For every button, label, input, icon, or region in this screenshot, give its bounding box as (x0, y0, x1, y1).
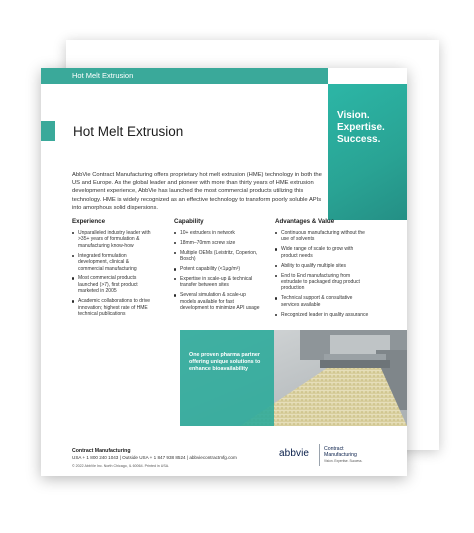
list-item: Multiple OEMs (Leistritz, Coperion, Bosch) (174, 250, 262, 263)
column-capability (174, 218, 262, 315)
logo-subtitle-line: Contract (324, 446, 344, 452)
column-heading: Experience (72, 218, 106, 225)
column-advantages (275, 218, 371, 321)
photo-caption-overlay (180, 330, 274, 426)
logo-subtitle-line: Manufacturing (324, 452, 357, 459)
list-item: Wide range of scale to grow with product needs (275, 246, 371, 259)
tagline-line: Vision. (337, 110, 370, 121)
list-item: Continuous manufacturing without the use of solvents (275, 230, 371, 243)
list-item: 18mm–70mm screw size (174, 240, 262, 246)
abbvie-logo (279, 440, 399, 470)
logo-subtitle (324, 446, 362, 464)
tagline-line: Expertise. (337, 122, 385, 133)
footer (72, 448, 237, 469)
logo-tagline: Vision. Expertise. Success. (324, 458, 363, 463)
list-item: Recognized leader in quality assurance (275, 312, 371, 318)
footer-contact: USA + 1 800 240 1043 | Outside USA + 1 847 938 8524 | abbviecontractmfg.com (72, 455, 237, 460)
footer-copyright: © 2022 AbbVie Inc. North Chicago, IL 60064. Printed in USA. (72, 463, 170, 468)
list-item: Most commercial products launched (>7), first product marketed in 2005 (72, 275, 154, 294)
list-item: 10+ extruders in network (174, 230, 262, 236)
list-item: Academic collaborations to drive innovation; highest rate of HME technical publications (72, 298, 154, 317)
title-accent (41, 121, 55, 141)
list-item: Integrated formulation development, clinical & commercial manufacturing (72, 253, 154, 272)
list-item: Unparalleled industry leader with >35+ years of formulation & manufacturing know-how (72, 230, 154, 249)
footer-title: Contract Manufacturing (72, 448, 131, 454)
list-item: Ability to qualify multiple sites (275, 263, 371, 269)
list-item: Technical support & consultative services available (275, 295, 371, 308)
list-item: Potent capability (<1μg/m³) (174, 266, 262, 272)
tagline-box (328, 84, 407, 220)
list-item: End to End manufacturing from extrudate to packaged drug product production (275, 273, 371, 292)
column-heading: Advantages & Value (275, 218, 335, 225)
brochure-page (41, 68, 407, 476)
list-item: Expertise in scale-up & technical transfer between sites (174, 276, 262, 289)
column-experience (72, 218, 154, 321)
tagline-line: Success. (337, 134, 381, 145)
logo-divider (319, 444, 320, 466)
photo-caption: One proven pharma partner offering unique solutions to enhance bioavailability (189, 352, 261, 372)
header-bar (41, 68, 328, 84)
bullet-list (72, 230, 154, 317)
bullet-list (174, 230, 262, 312)
bullet-list (275, 230, 371, 318)
logo-wordmark: abbvie (279, 448, 310, 459)
column-heading: Capability (174, 218, 204, 225)
list-item: Several simulation & scale-up models available for fast development to minimize API usage (174, 292, 262, 311)
intro-paragraph: AbbVie Contract Manufacturing offers proprietary hot melt extrusion (HME) technology in both the US and Europe. As the global leader and pioneer with more than thirty years of HME extrusion development experience, AbbVie has launched the most commercial products utilizing this technology. HME is widely recognized as an effective technology to transform poorly soluble APIs into amorphous solid dispersions. (72, 172, 322, 211)
header-section-label: Hot Melt Extrusion (72, 71, 134, 80)
page-title: Hot Melt Extrusion (73, 124, 184, 139)
